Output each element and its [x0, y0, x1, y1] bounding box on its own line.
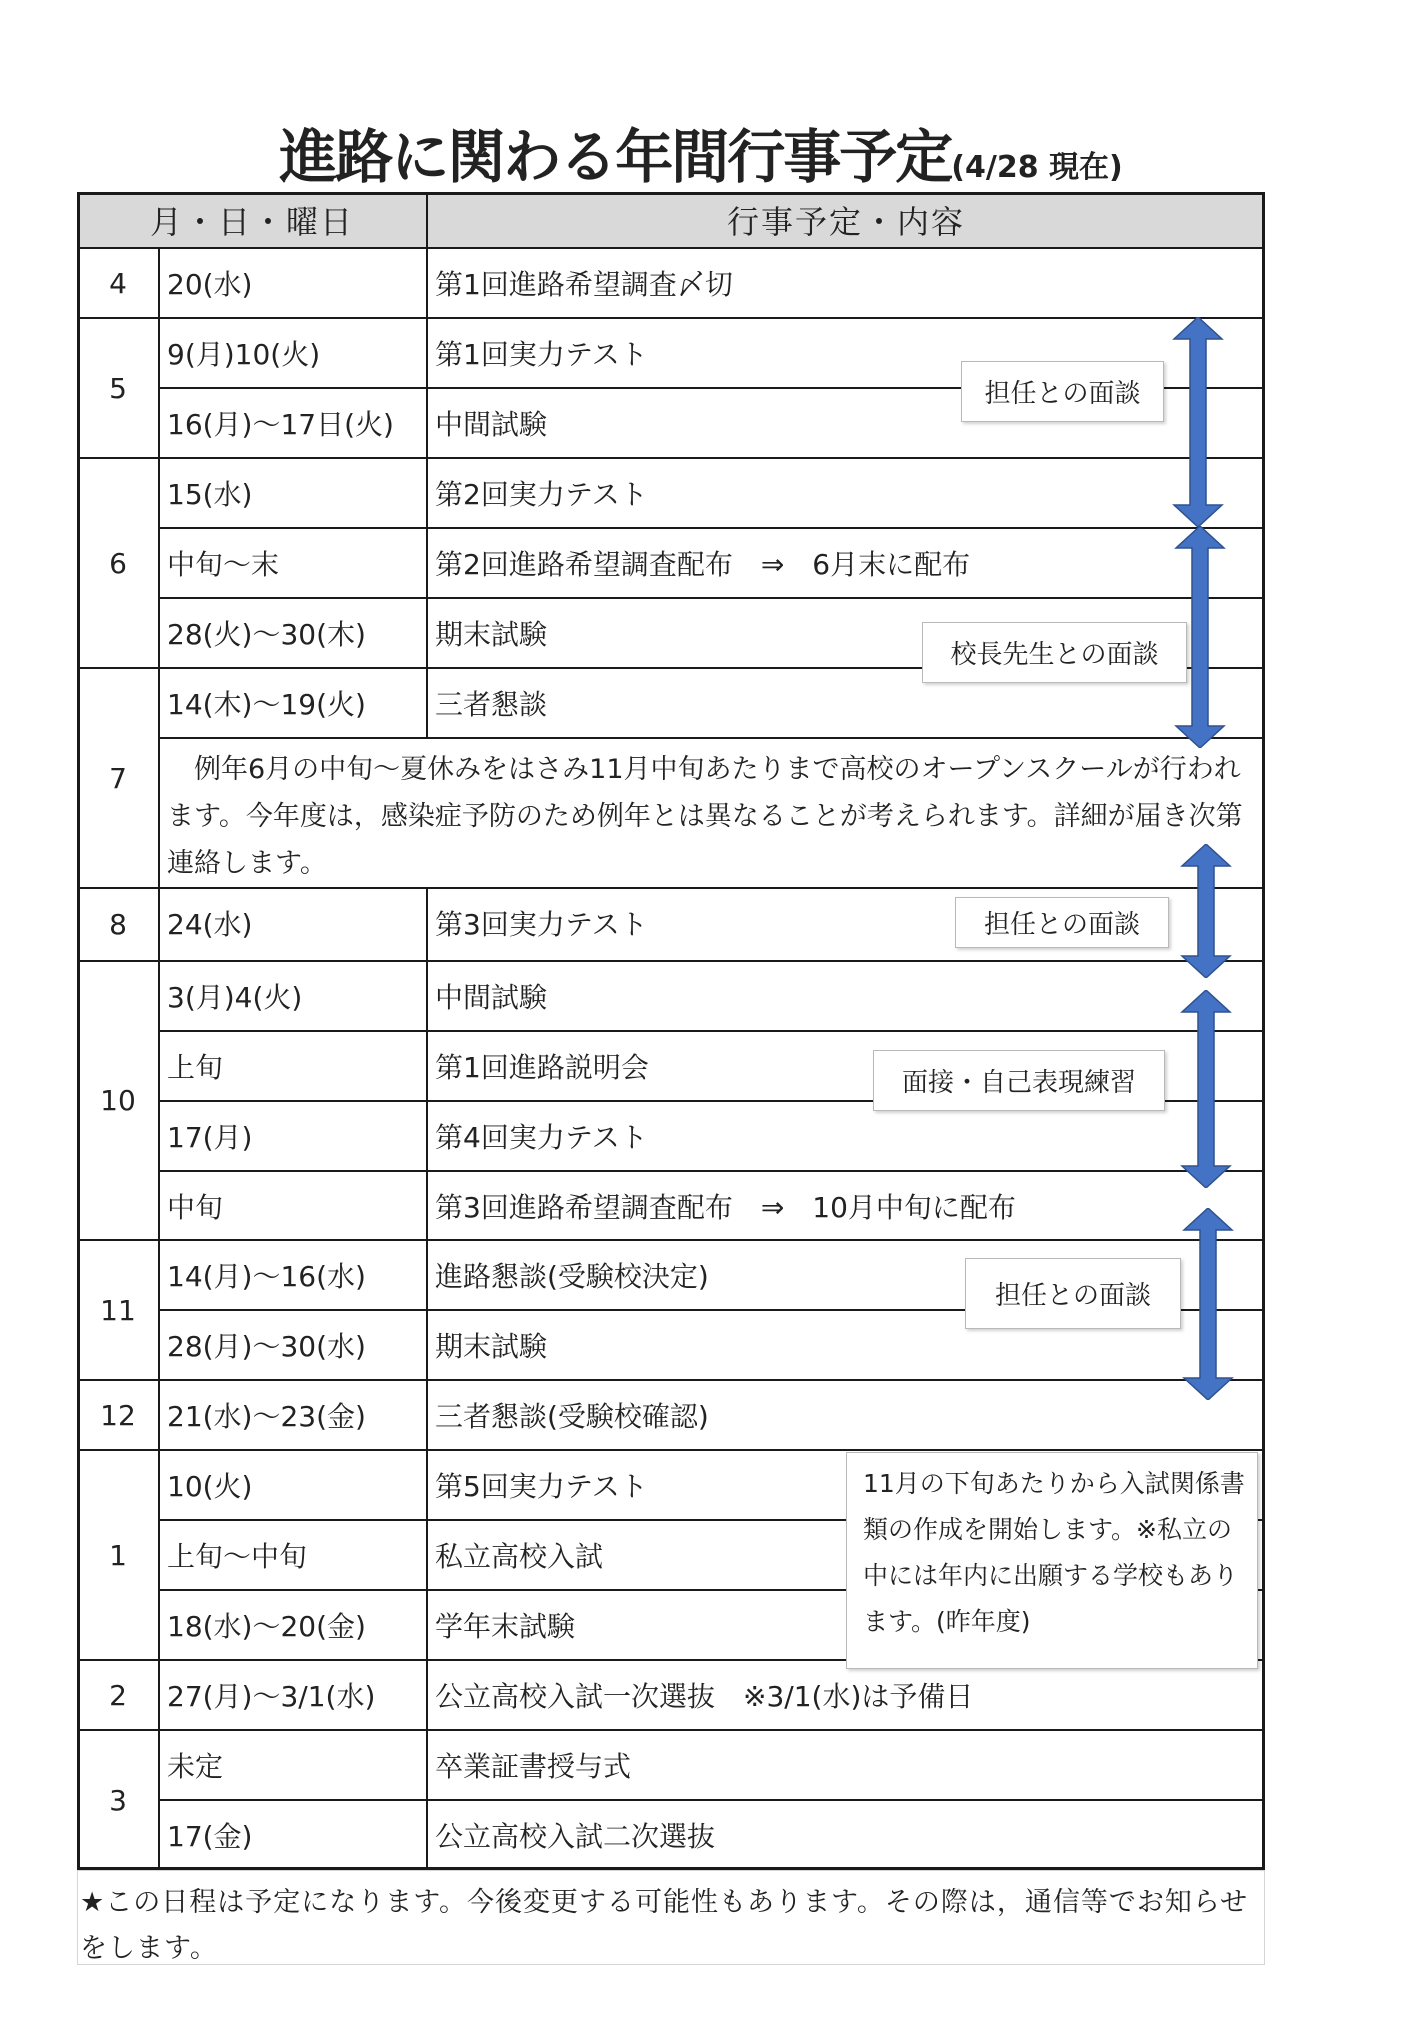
month-cell: 6 [109, 546, 127, 580]
event-cell: 第2回進路希望調査配布 ⇒ 6月末に配布 [435, 548, 971, 581]
month-cell: 10 [100, 1084, 136, 1117]
double-arrow-icon [1176, 990, 1236, 1188]
column-divider [158, 248, 160, 1870]
event-cell: 第5回実力テスト [435, 1470, 648, 1503]
event-cell: 第2回実力テスト [435, 478, 648, 511]
date-cell: 17(月) [167, 1121, 253, 1154]
column-divider [426, 192, 428, 738]
event-cell: 第1回進路説明会 [435, 1051, 649, 1084]
row-divider [77, 192, 1265, 195]
double-arrow-icon [1178, 1208, 1238, 1400]
date-cell: 14(木)～19(火) [167, 688, 366, 721]
date-cell: 20(水) [167, 268, 253, 301]
date-cell: 17(金) [167, 1820, 253, 1853]
callout-interview-practice: 面接・自己表現練習 [873, 1050, 1165, 1111]
month-cell: 3 [109, 1783, 127, 1817]
title-main: 進路に関わる年間行事予定 [279, 123, 952, 191]
date-cell: 9(月)10(火) [167, 338, 321, 371]
row-divider [159, 737, 1265, 739]
date-cell: 28(月)～30(水) [167, 1330, 366, 1363]
july-note: 例年6月の中旬～夏休みをはさみ11月中旬あたりまで高校のオープンスクールが行われます。今年度は，感染症予防のため例年とは異なることが考えられます。詳細が届き次第連絡します。 [167, 754, 1243, 879]
month-cell: 4 [109, 266, 127, 300]
event-cell: 公立高校入試二次選抜 [435, 1820, 716, 1853]
event-cell: 第1回進路希望調査〆切 [435, 268, 733, 301]
date-cell: 15(水) [167, 478, 253, 511]
row-divider [77, 887, 1265, 889]
event-cell: 卒業証書授与式 [435, 1750, 632, 1783]
event-cell: 進路懇談(受験校決定) [435, 1260, 709, 1293]
column-divider [426, 888, 428, 1870]
row-divider [77, 1379, 1265, 1381]
row-divider [159, 527, 1265, 529]
event-cell: 私立高校入試 [435, 1540, 604, 1573]
date-cell: 上旬～中旬 [167, 1540, 308, 1573]
date-cell: 21(水)～23(金) [167, 1400, 366, 1433]
date-cell: 18(水)～20(金) [167, 1610, 366, 1643]
callout-homeroom-interview: 担任との面談 [965, 1258, 1181, 1329]
event-cell: 第3回進路希望調査配布 ⇒ 10月中旬に配布 [435, 1191, 1016, 1224]
date-cell: 未定 [167, 1750, 224, 1783]
date-cell: 28(火)～30(木) [167, 618, 366, 651]
callout-homeroom-interview: 担任との面談 [955, 897, 1169, 948]
row-divider [159, 1799, 1265, 1801]
event-cell: 公立高校入試一次選抜 ※3/1(水)は予備日 [435, 1680, 974, 1713]
date-cell: 上旬 [167, 1051, 224, 1084]
double-arrow-icon [1170, 526, 1230, 748]
row-divider [77, 457, 1265, 459]
column-divider [77, 192, 80, 1870]
month-cell: 8 [109, 908, 127, 941]
event-cell: 第4回実力テスト [435, 1121, 648, 1154]
double-arrow-icon [1176, 844, 1236, 978]
row-divider [159, 597, 1265, 599]
event-cell: 期末試験 [435, 618, 548, 651]
row-divider [77, 960, 1265, 962]
date-cell: 24(水) [167, 908, 253, 941]
month-cell: 2 [109, 1678, 127, 1712]
callout-homeroom-interview: 担任との面談 [961, 361, 1164, 422]
date-cell: 14(月)～16(水) [167, 1260, 366, 1293]
date-cell: 10(火) [167, 1470, 253, 1503]
row-divider [77, 1449, 1265, 1451]
event-cell: 第3回実力テスト [435, 908, 648, 941]
date-cell: 16(月)～17日(火) [167, 408, 394, 441]
month-cell: 12 [100, 1398, 136, 1432]
event-cell: 中間試験 [435, 408, 548, 441]
header-date: 月・日・曜日 [77, 192, 427, 248]
double-arrow-icon [1168, 317, 1228, 527]
callout-application-docs: 11月の下旬あたりから入試関係書類の作成を開始します。※私立の中には年内に出願する学校もあります。(昨年度) [846, 1452, 1258, 1669]
header-event: 行事予定・内容 [427, 192, 1265, 248]
date-cell: 中旬～末 [167, 548, 280, 581]
date-cell: 27(月)～3/1(水) [167, 1680, 376, 1713]
event-cell: 三者懇談 [435, 688, 548, 721]
row-divider [77, 1239, 1265, 1241]
event-cell: 第1回実力テスト [435, 338, 648, 371]
date-cell: 中旬 [167, 1191, 224, 1224]
row-divider [159, 1170, 1265, 1172]
event-cell: 期末試験 [435, 1330, 548, 1363]
page-title [0, 110, 1402, 194]
callout-principal-interview: 校長先生との面談 [922, 622, 1187, 683]
row-divider [77, 247, 1265, 249]
month-cell: 7 [109, 761, 127, 795]
row-divider [77, 1729, 1265, 1731]
event-cell: 中間試験 [435, 981, 548, 1014]
row-divider [77, 317, 1265, 319]
row-divider [159, 1030, 1265, 1032]
footer-note: ★この日程は予定になります。今後変更する可能性もあります。その際は，通信等でお知らせをします。 [80, 1887, 1249, 1964]
title-date: (4/28 現在) [951, 150, 1123, 185]
month-cell: 5 [109, 371, 127, 405]
date-cell: 3(月)4(火) [167, 981, 303, 1014]
month-cell: 11 [100, 1293, 136, 1327]
event-cell: 三者懇談(受験校確認) [435, 1400, 709, 1433]
month-cell: 1 [109, 1538, 127, 1572]
event-cell: 学年末試験 [435, 1610, 576, 1643]
